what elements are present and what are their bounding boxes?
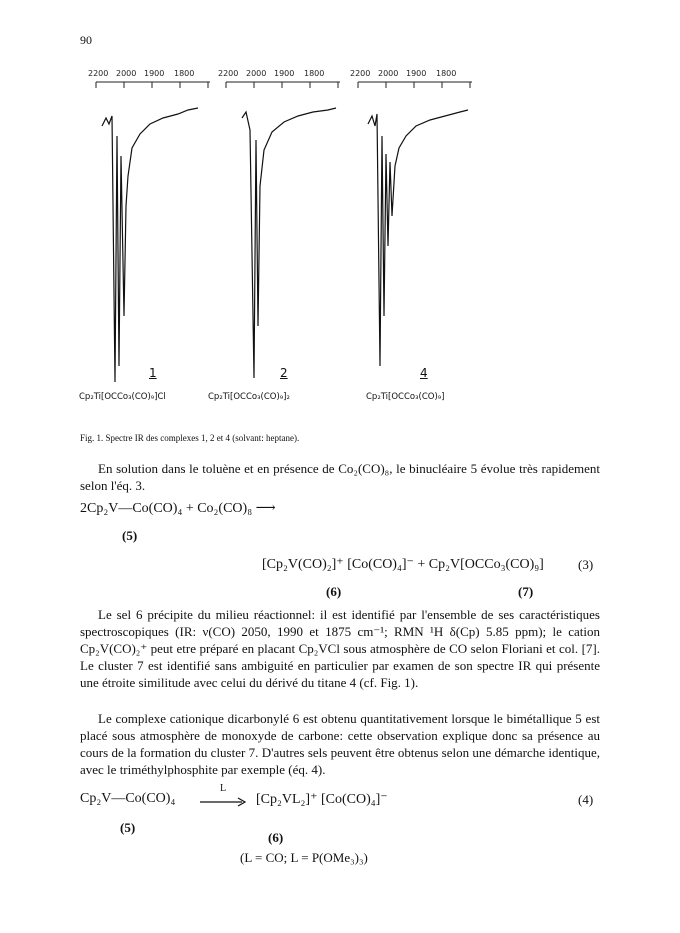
compound-formula-4: Cp₂Ti[OCCo₃(CO)₉] <box>366 392 445 402</box>
paragraph-3: Le complexe cationique dicarbonylé 6 est obtenu quantitativement lorsque le bimétallique 5 est placé sous atmosphère de monoxyde de carbone: cette observation explique donc sa présence au cours de la formation du cluster 7. D'autres sels peuvent être obtenus selon une démarche identique, avec le triméthylphosphite par exemple (éq. 4). <box>80 711 600 777</box>
compound-number-1: 1 <box>149 366 157 380</box>
equation-4-arrow <box>200 784 246 812</box>
equation-4-condition: (L = CO; L = P(OMe₃)₃) <box>240 850 368 865</box>
equation-4-arrow-label: L <box>219 783 227 794</box>
arrow-right-icon <box>200 797 246 807</box>
compound-number-2: 2 <box>280 366 288 380</box>
compound-formula-1: Cp₂Ti[OCCo₃(CO)₉]Cl <box>79 392 166 402</box>
tick-label: 2000 <box>246 69 267 78</box>
tick-label: 1800 <box>436 69 457 78</box>
tick-label: 1900 <box>144 69 165 78</box>
equation-4-number: (4) <box>578 792 594 807</box>
equation-3-lhs: 2Cp₂V—Co(CO)₄ + Co₂(CO)₈ ⟶ <box>80 501 276 516</box>
tick-label: 1900 <box>274 69 295 78</box>
tick-label: 2200 <box>218 69 239 78</box>
ir-spectrum-2-plot <box>218 66 353 406</box>
equation-3-number: (3) <box>578 557 594 572</box>
page-number: 90 <box>80 33 92 47</box>
tick-label: 2000 <box>378 69 399 78</box>
equation-3-label-5: (5) <box>122 528 138 543</box>
equation-4-label-5: (5) <box>120 820 136 835</box>
equation-3-rhs: [Cp₂V(CO)₂]⁺ [Co(CO)₄]⁻ + Cp₂V[OCCo₃(CO)₉] <box>262 557 544 572</box>
figure-caption: Fig. 1. Spectre IR des complexes 1, 2 et 4 (solvant: heptane). <box>80 433 300 443</box>
compound-number-4: 4 <box>420 366 428 380</box>
paragraph-1: En solution dans le toluène et en présence de Co₂(CO)₈, le binucléaire 5 évolue très rapidement selon l'éq. 3. <box>80 461 600 493</box>
equation-4-label-6: (6) <box>268 830 284 845</box>
ir-spectrum-4 <box>350 66 485 406</box>
tick-label: 2200 <box>350 69 371 78</box>
compound-formula-2: Cp₂Ti[OCCo₃(CO)₉]₂ <box>208 392 290 402</box>
tick-label: 1900 <box>406 69 427 78</box>
equation-4-lhs: Cp₂V—Co(CO)₄ <box>80 791 176 806</box>
paragraph-2: Le sel 6 précipite du milieu réactionnel: il est identifié par l'ensemble de ses caractéristiques spectroscopiques (IR: ν(CO) 2050, 1990 et 1875 cm⁻¹; RMN ¹H δ(Cp) 5.85 ppm); le cation Cp₂V(CO)₂⁺ peut etre préparé en placant Cp₂VCl sous atmosphère de CO selon Floriani et col. [7]. Le cluster 7 est identifié sans ambiguité en particulier par examen de son spectre IR qui présente une étroite similitude avec celui du dérivé du titane 4 (cf. Fig. 1). <box>80 607 600 690</box>
ir-spectrum-2 <box>208 66 353 406</box>
tick-label: 2200 <box>88 69 109 78</box>
ir-spectrum-1 <box>79 66 223 406</box>
equation-3-label-6: (6) <box>326 584 342 599</box>
tick-label: 1800 <box>174 69 195 78</box>
ir-spectrum-1-plot <box>88 66 223 406</box>
equation-3-label-7: (7) <box>518 584 534 599</box>
tick-label: 2000 <box>116 69 137 78</box>
ir-spectrum-4-plot <box>350 66 485 406</box>
tick-label: 1800 <box>304 69 325 78</box>
equation-4-rhs: [Cp₂VL₂]⁺ [Co(CO)₄]⁻ <box>256 792 388 807</box>
